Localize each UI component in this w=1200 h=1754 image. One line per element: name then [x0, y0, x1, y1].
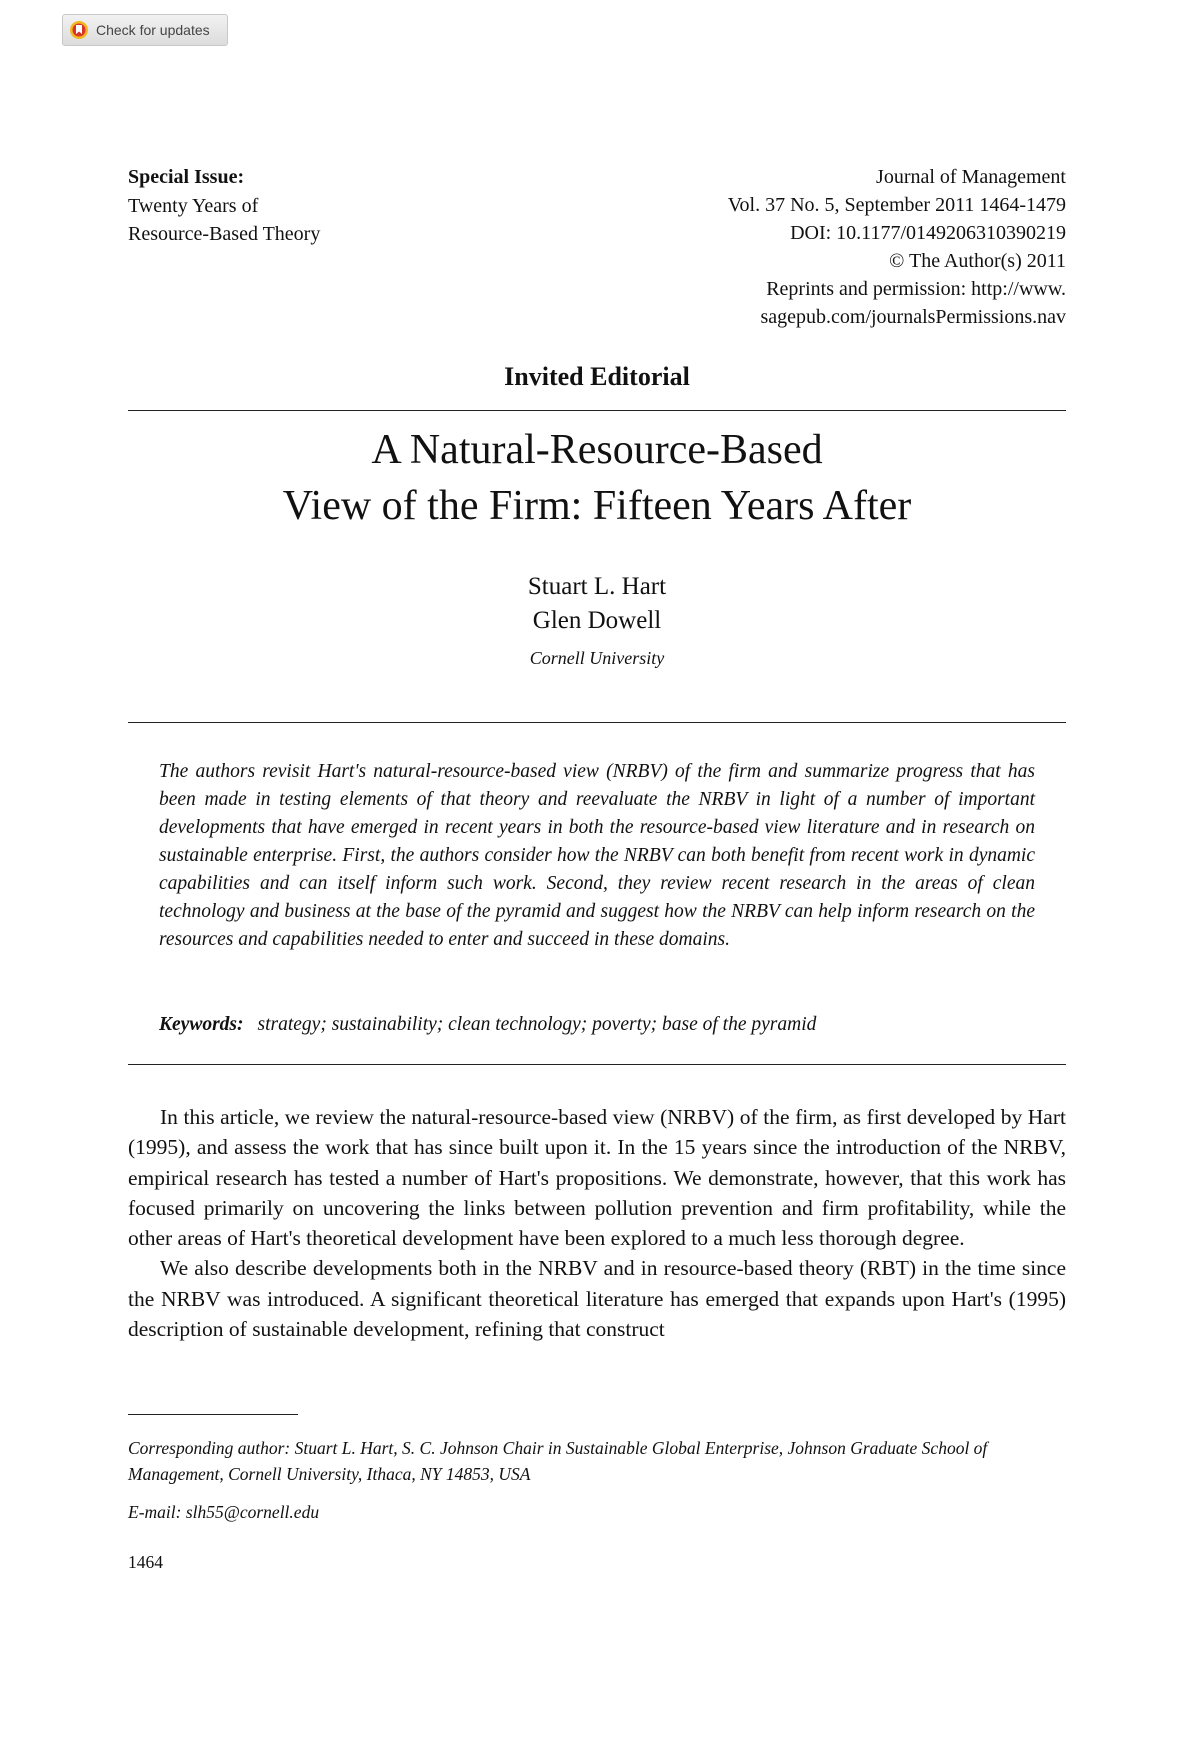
- journal-name: Journal of Management: [876, 166, 1066, 188]
- abstract-bottom-rule: [128, 1064, 1066, 1065]
- article-type: Invited Editorial: [504, 362, 690, 391]
- body-text: [128, 1102, 1066, 1344]
- body-paragraph-2: We also describe developments both in the NRBV and in resource-based theory (RBT) in the time since the NRBV was introduced. A significant theoretical literature has emerged that expands upon Hart's (1995) description of sustainable development, refining that construct: [128, 1256, 1066, 1342]
- page-number: 1464: [128, 1552, 163, 1572]
- journal-info-block: [728, 163, 1066, 331]
- journal-volume: Vol. 37 No. 5, September 2011 1464-1479: [727, 194, 1066, 216]
- check-for-updates-button[interactable]: [62, 14, 228, 46]
- author-1: Stuart L. Hart: [527, 573, 667, 600]
- special-issue-label: Special Issue:: [128, 166, 245, 188]
- author-email: E-mail: slh55@cornell.edu: [128, 1502, 320, 1522]
- journal-copyright: © The Author(s) 2011: [889, 250, 1066, 272]
- title-top-rule: [128, 410, 1066, 411]
- abstract-top-rule: [128, 722, 1066, 723]
- special-issue-line2: Resource-Based Theory: [128, 223, 321, 245]
- author-2: Glen Dowell: [532, 607, 662, 634]
- title-line2: View of the Firm: Fifteen Years After: [282, 483, 912, 529]
- keywords-text: strategy; sustainability; clean technology; poverty; base of the pyramid: [257, 1014, 817, 1035]
- article-title: [128, 422, 1066, 534]
- special-issue-line1: Twenty Years of: [128, 194, 259, 217]
- reprints-line2: sagepub.com/journalsPermissions.nav: [760, 306, 1066, 328]
- authors-block: [128, 570, 1066, 638]
- title-line1: A Natural-Resource-Based: [371, 427, 823, 473]
- keywords-label: Keywords:: [159, 1014, 244, 1035]
- keywords-line: [159, 1014, 1035, 1036]
- journal-doi: DOI: 10.1177/0149206310390219: [790, 222, 1066, 244]
- affiliation: Cornell University: [529, 648, 665, 668]
- abstract: The authors revisit Hart's natural-resource-based view (NRBV) of the firm and summarize progress that has been made in testing elements of that theory and reevaluate the NRBV in light of a number of important developments that have emerged in recent years in both the resource-based view literature and in research on sustainable enterprise. First, the authors consider how the NRBV can both benefit from recent work in dynamic capabilities and can itself inform such work. Second, they review recent research in the areas of clean technology and business at the base of the pyramid and suggest how the NRBV can help inform research on the resources and capabilities needed to enter and succeed in these domains.: [159, 761, 1035, 950]
- crossmark-icon: [69, 20, 89, 40]
- special-issue-block: [128, 163, 320, 249]
- reprints-line1: Reprints and permission: http://www.: [766, 278, 1066, 300]
- check-for-updates-label: Check for updates: [96, 22, 210, 38]
- corresponding-author-note: Corresponding author: Stuart L. Hart, S. C. Johnson Chair in Sustainable Global Enterprise, Johnson Graduate School of Management, Cornell University, Ithaca, NY 14853, USA: [128, 1438, 988, 1484]
- footnote-rule: [128, 1414, 298, 1415]
- body-paragraph-1: In this article, we review the natural-resource-based view (NRBV) of the firm, as first developed by Hart (1995), and assess the work that has since built upon it. In the 15 years since the introduction of the NRBV, empirical research has tested a number of Hart's propositions. We demonstrate, however, that this work has focused primarily on uncovering the links between pollution prevention and firm profitability, while the other areas of Hart's theoretical development have been explored to a much less thorough degree.: [128, 1105, 1066, 1251]
